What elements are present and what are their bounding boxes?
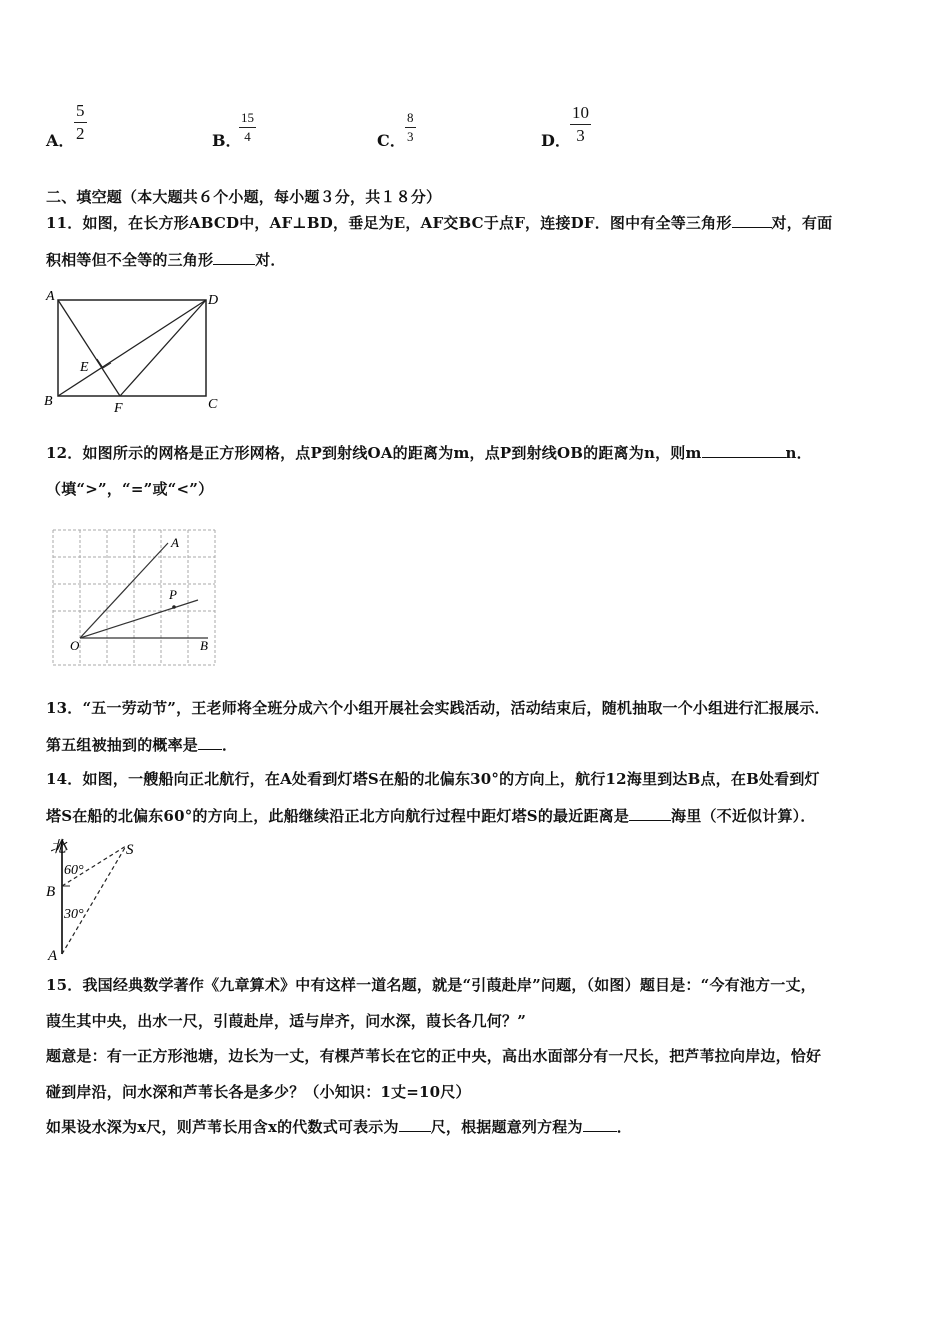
q13-line-2 (46, 734, 237, 755)
option-a-fraction (74, 101, 87, 144)
q15-line-1: 15．我国经典数学著作《九章算术》中有这样一道名题，就是“引葭赴岸”问题，（如图）题目是：“今有池方一丈， (46, 976, 816, 994)
label-d: D (208, 293, 219, 308)
q11-blank-2 (213, 263, 255, 265)
option-c-fraction (405, 110, 416, 145)
label-c: C (208, 397, 218, 412)
q12-blank (702, 456, 786, 458)
q14-figure (40, 836, 150, 964)
label-a: A (48, 948, 58, 964)
q12-text-1a: 12．如图所示的网格是正方形网格，点P到射线OA的距离为m，点P到射线OB的距离为n，则m (46, 444, 702, 462)
q15-text-5b: 尺，根据题意列方程为 (430, 1118, 583, 1136)
label-e: E (80, 360, 89, 375)
q13-line-1: 13．“五一劳动节”，王老师将全班分成六个小组开展社会实践活动，活动结束后，随机抽取一个小组进行汇报展示． (46, 699, 830, 717)
label-p: P (169, 587, 177, 602)
q15-text-5c: ． (616, 1118, 632, 1136)
option-b-label: B． (212, 131, 242, 150)
option-c-label: C． (377, 131, 406, 150)
q14-text-2b: 海里（不近似计算）． (671, 807, 816, 825)
q14-blank (629, 819, 671, 821)
label-o: O (70, 638, 80, 653)
label-angle-60: 60° (64, 863, 84, 878)
q15-blank-2 (583, 1130, 617, 1132)
segment-af (58, 300, 120, 396)
label-b: B (46, 884, 56, 900)
q12-text-1b: n． (785, 444, 812, 462)
q15-text-5a: 如果设水深为x尺，则芦苇长用含x的代数式可表示为 (46, 1118, 399, 1136)
option-b-denominator: 4 (244, 129, 251, 144)
q15-line-2: 葭生其中央，出水一尺，引葭赴岸，适与岸齐，问水深，葭长各几何？” (46, 1012, 527, 1030)
option-d-label: D． (541, 131, 571, 150)
q11-text-1a: 11．如图，在长方形ABCD中，AF⊥BD，垂足为E，AF交BC于点F，连接DF．图中有全等三角形 (46, 214, 732, 232)
q15-line-5 (46, 1116, 632, 1137)
q11-text-2a: 积相等但不全等的三角形 (46, 251, 214, 269)
q11-text-2b: 对． (255, 251, 286, 269)
diagonal-bd (58, 300, 206, 396)
q11-line-2 (46, 249, 286, 270)
option-a-denominator: 2 (76, 124, 85, 143)
option-c-numerator: 8 (405, 110, 416, 128)
q12-grid-figure (50, 525, 222, 670)
option-a-label: A． (46, 131, 75, 150)
q12-line-1 (46, 442, 812, 463)
q11-text-1b: 对，有面 (771, 214, 833, 232)
option-a-numerator: 5 (74, 101, 87, 123)
q13-blank (198, 748, 222, 750)
option-c-denominator: 3 (407, 129, 414, 144)
q11-blank-1 (732, 226, 772, 228)
q11-figure (40, 288, 230, 416)
label-angle-30: 30° (64, 907, 84, 922)
label-north: 北 (50, 839, 67, 856)
label-a: A (171, 535, 179, 550)
q14-line-1: 14．如图，一艘船向正北航行，在A处看到灯塔S在船的北偏东30°的方向上，航行12海里到达B点，在B处看到灯 (46, 770, 820, 788)
label-s: S (126, 842, 134, 858)
option-b-fraction (239, 110, 256, 145)
option-d-numerator: 10 (570, 103, 591, 125)
q14-line-2 (46, 805, 816, 826)
label-f: F (114, 401, 123, 416)
q15-line-3: 题意是：有一正方形池塘，边长为一丈，有棵芦苇长在它的正中央，高出水面部分有一尺长，把芦苇拉向岸边，恰好 (46, 1047, 822, 1065)
q11-line-1 (46, 212, 832, 233)
label-a: A (46, 289, 55, 304)
q13-text-2b: ． (222, 736, 238, 754)
section-title: 二、填空题（本大题共６个小题，每小题３分，共１８分） (46, 188, 442, 206)
q15-line-4: 碰到岸沿，问水深和芦苇长各是多少？（小知识：1丈=10尺） (46, 1083, 471, 1101)
option-d-fraction (570, 103, 591, 146)
point-p (172, 605, 176, 609)
q15-blank-1 (399, 1130, 431, 1132)
label-b: B (200, 638, 208, 653)
q13-text-2a: 第五组被抽到的概率是 (46, 736, 199, 754)
q14-text-2a: 塔S在船的北偏东60°的方向上，此船继续沿正北方向航行过程中距灯塔S的最近距离是 (46, 807, 630, 825)
option-d-denominator: 3 (576, 126, 585, 145)
option-b-numerator: 15 (239, 110, 256, 128)
q12-line-2: （填“>”，“=”或“<”） (46, 480, 214, 498)
label-b: B (44, 394, 53, 409)
